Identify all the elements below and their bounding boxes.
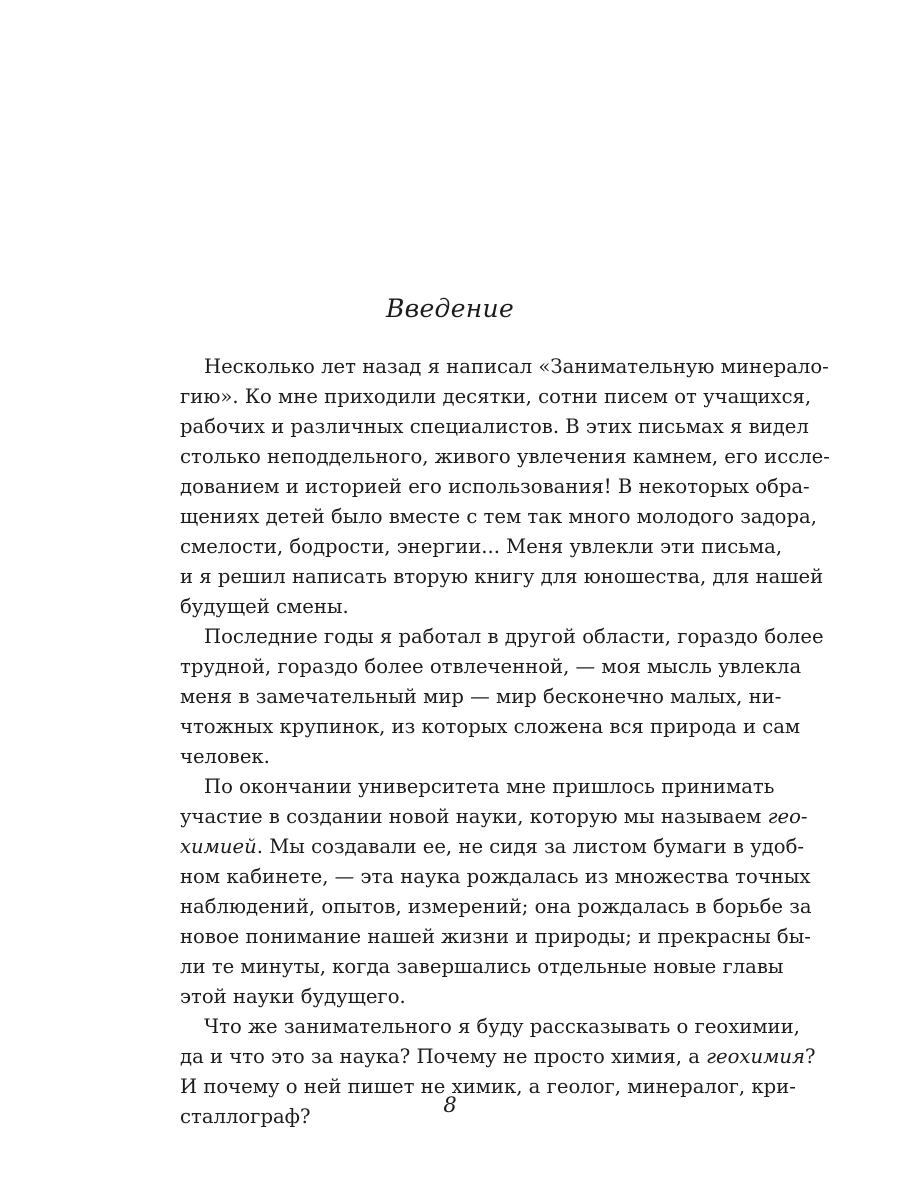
text-line: наблюдений, опытов, измерений; она рождалась в борьбе за: [180, 895, 812, 918]
text-line: щениях детей было вместе с тем так много молодого задора,: [180, 505, 817, 528]
text-line: и я решил написать вторую книгу для юношества, для нашей: [180, 565, 824, 588]
italic-term: химией: [180, 835, 257, 858]
text-run: участие в создании новой науки, которую мы называем: [180, 805, 768, 828]
text-line: [156, 1042, 816, 1072]
paragraph-1: [156, 352, 830, 622]
text-line: сталлограф?: [180, 1105, 311, 1128]
text-run: . Мы создавали ее, не сидя за листом бумаги в удоб-: [256, 835, 805, 858]
text-line: человек.: [180, 745, 270, 768]
text-line: чтожных крупинок, из которых сложена вся природа и сам: [180, 715, 801, 738]
text-line: Последние годы я работал в другой области, гораздо более: [204, 625, 824, 648]
text-line: рабочих и различных специалистов. В этих письмах я видел: [180, 415, 809, 438]
text-line: смелости, бодрости, энергии... Меня увлекли эти письма,: [180, 535, 783, 558]
text-line: [156, 832, 805, 862]
text-line: меня в замечательный мир — мир бесконечно малых, ни-: [180, 685, 782, 708]
body-text: [156, 352, 830, 1132]
text-line: дованием и историей его использования! В некоторых обра-: [180, 475, 810, 498]
text-line: столько неподдельного, живого увлечения камнем, его иссле-: [180, 445, 830, 468]
text-line: [156, 802, 808, 832]
text-line: И почему о ней пишет не химик, а геолог, минералог, кри-: [180, 1075, 796, 1098]
chapter-title: Введение: [385, 294, 515, 323]
text-line: Несколько лет назад я написал «Занимательную минерало-: [204, 355, 829, 378]
text-line: Что же занимательного я буду рассказывать о геохимии,: [204, 1015, 800, 1038]
text-line: ном кабинете, — эта наука рождалась из множества точных: [180, 865, 811, 888]
text-line: ли те минуты, когда завершались отдельные новые главы: [180, 955, 784, 978]
text-line: будущей смены.: [180, 595, 349, 618]
text-line: По окончании университета мне пришлось принимать: [204, 775, 775, 798]
text-line: новое понимание нашей жизни и природы; и прекрасны бы-: [180, 925, 811, 948]
text-line: трудной, гораздо более отвлеченной, — моя мысль увлекла: [180, 655, 802, 678]
paragraph-3: [156, 772, 812, 1012]
paragraph-2: [156, 622, 824, 772]
text-line: этой науки будущего.: [180, 985, 406, 1008]
page-number: 8: [443, 1093, 457, 1117]
italic-term: гео-: [767, 805, 808, 828]
italic-term: геохимия: [706, 1045, 805, 1068]
text-run: да и что это за наука? Почему не просто химия, а: [180, 1045, 707, 1068]
text-line: гию». Ко мне приходили десятки, сотни писем от учащихся,: [180, 385, 812, 408]
text-run: ?: [804, 1045, 816, 1068]
